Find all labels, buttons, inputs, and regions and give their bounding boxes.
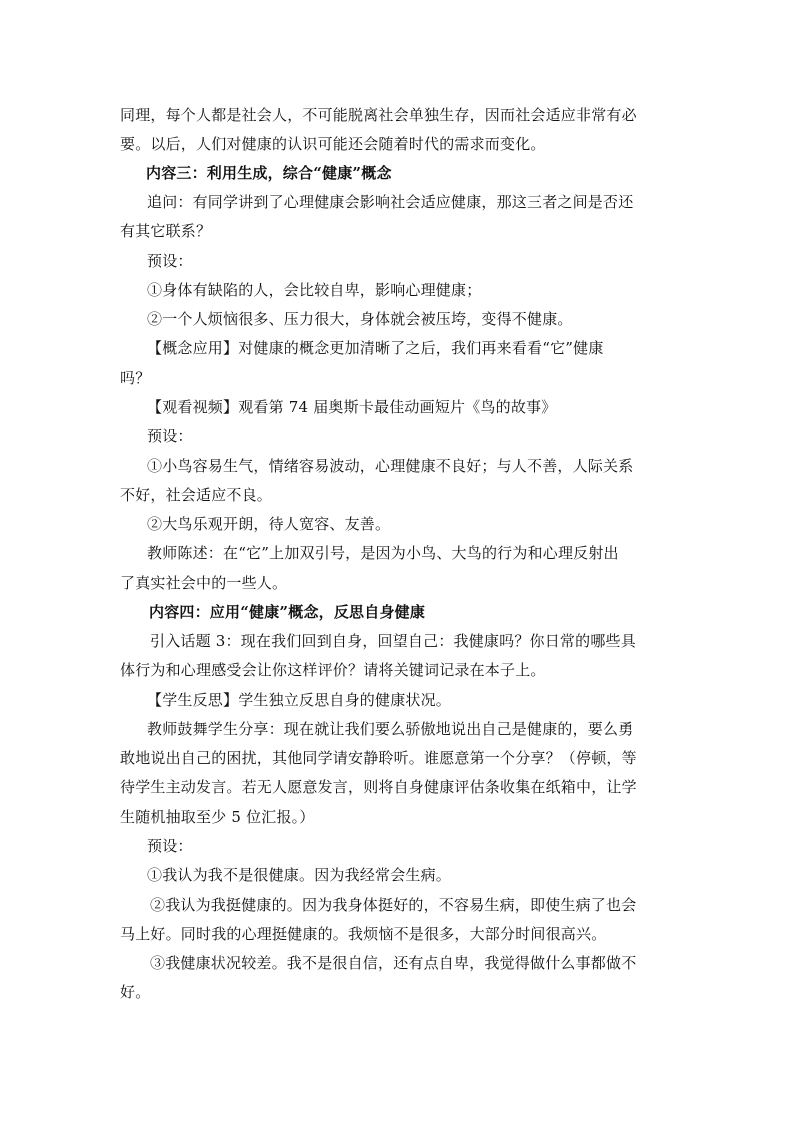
paragraph-line: 教师陈述：在“它”上加双引号，是因为小鸟、大鸟的行为和心理反射出 <box>147 544 619 562</box>
paragraph-line: 预设： <box>147 837 193 855</box>
paragraph-line: 引入话题 3：现在我们回到自身，回望自己：我健康吗？你日常的哪些具 <box>150 632 636 650</box>
paragraph-line: 待学生主动发言。若无人愿意发言，则将自身健康评估条收集在纸箱中，让学 <box>120 778 637 796</box>
paragraph-line: 敢地说出自己的困扰，其他同学请安静聆听。谁愿意第一个分享？（停顿，等 <box>120 749 637 767</box>
paragraph-line: 好。 <box>120 983 151 1001</box>
paragraph-line: 吗？ <box>120 369 151 387</box>
paragraph-line: 同理，每个人都是社会人，不可能脱离社会单独生存，因而社会适应非常有必 <box>120 106 637 124</box>
paragraph-line: 马上好。同时我的心理挺健康的。我烦恼不是很多，大部分时间很高兴。 <box>120 925 607 943</box>
paragraph-line: 预设： <box>147 427 193 445</box>
list-item: ③我健康状况较差。我不是很自信，还有点自卑，我觉得做什么事都做不 <box>150 954 637 972</box>
paragraph-line: 不好，社会适应不良。 <box>120 486 273 504</box>
paragraph-line: 要。以后，人们对健康的认识可能还会随着时代的需求而变化。 <box>120 135 546 153</box>
list-item: ①身体有缺陷的人，会比较自卑，影响心理健康； <box>147 281 482 299</box>
paragraph-line: 【观看视频】观看第 74 届奥斯卡最佳动画短片《鸟的故事》 <box>147 398 557 416</box>
paragraph-line: 教师鼓舞学生分享：现在就让我们要么骄傲地说出自己是健康的，要么勇 <box>147 720 634 738</box>
section-heading: 内容三：利用生成，综合“健康”概念 <box>146 164 392 182</box>
paragraph-line: 体行为和心理感受会让你这样评价？请将关键词记录在本子上。 <box>120 661 546 679</box>
list-item: ②一个人烦恼很多、压力很大，身体就会被压垮，变得不健康。 <box>147 310 573 328</box>
list-item: ①小鸟容易生气，情绪容易波动，心理健康不良好；与人不善，人际关系 <box>147 457 634 475</box>
paragraph-line: 追问：有同学讲到了心理健康会影响社会适应健康，那这三者之间是否还 <box>147 193 634 211</box>
paragraph-line: 有其它联系？ <box>120 222 212 240</box>
paragraph-line: 生随机抽取至少 5 位汇报。） <box>120 808 315 826</box>
paragraph-line: 【概念应用】对健康的概念更加清晰了之后，我们再来看看“它”健康 <box>147 339 604 357</box>
paragraph-line: 预设： <box>147 252 193 270</box>
paragraph-line: 了真实社会中的一些人。 <box>120 574 288 592</box>
list-item: ②大鸟乐观开朗，待人宽容、友善。 <box>147 515 391 533</box>
paragraph-line: 【学生反思】学生独立反思自身的健康状况。 <box>147 691 452 709</box>
list-item: ②我认为我挺健康的。因为我身体挺好的，不容易生病，即使生病了也会 <box>150 896 637 914</box>
section-heading: 内容四：应用“健康”概念，反思自身健康 <box>149 603 426 621</box>
list-item: ①我认为我不是很健康。因为我经常会生病。 <box>147 866 452 884</box>
